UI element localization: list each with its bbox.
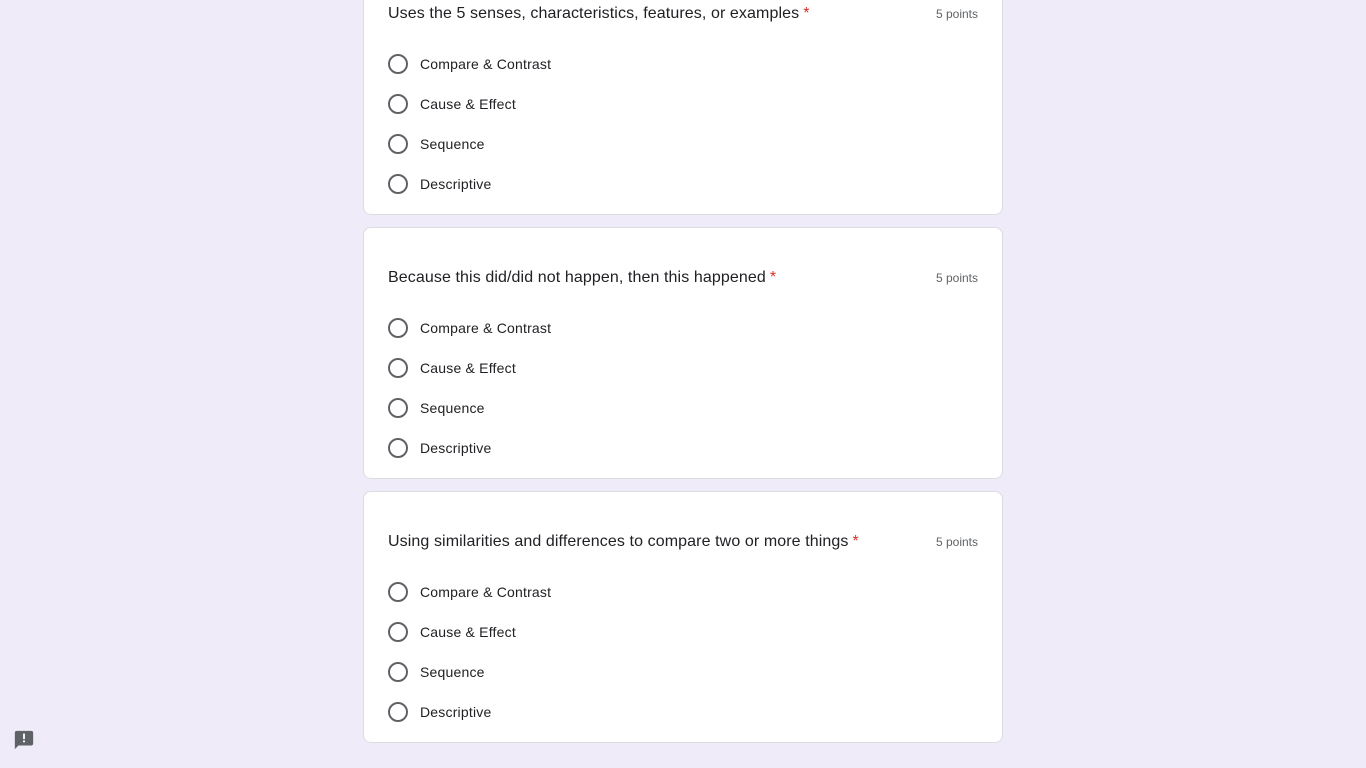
option-label: Sequence: [420, 400, 485, 416]
question-points: 5 points: [935, 271, 978, 285]
radio-button[interactable]: [388, 582, 408, 602]
form-column: [363, 0, 1003, 755]
radio-button[interactable]: [388, 702, 408, 722]
report-problem-button[interactable]: [12, 728, 36, 752]
radio-option-cause-effect[interactable]: [388, 348, 551, 388]
radio-group: [388, 572, 551, 732]
question-header: [388, 266, 978, 290]
option-label: Cause & Effect: [420, 624, 516, 640]
radio-option-compare-contrast[interactable]: [388, 44, 551, 84]
option-label: Descriptive: [420, 440, 492, 456]
required-asterisk: *: [769, 269, 777, 286]
option-label: Sequence: [420, 136, 485, 152]
question-card: [363, 227, 1003, 479]
radio-option-compare-contrast[interactable]: [388, 572, 551, 612]
radio-option-descriptive[interactable]: [388, 692, 551, 732]
option-label: Compare & Contrast: [420, 584, 552, 600]
question-header: [388, 2, 978, 26]
radio-option-sequence[interactable]: [388, 124, 551, 164]
required-asterisk: *: [852, 533, 859, 550]
report-problem-icon: [13, 729, 35, 751]
question-points: 5 points: [935, 7, 978, 21]
option-label: Compare & Contrast: [420, 320, 552, 336]
question-points: 5 points: [935, 535, 978, 549]
radio-button[interactable]: [388, 398, 408, 418]
radio-button[interactable]: [388, 358, 408, 378]
radio-option-cause-effect[interactable]: [388, 612, 551, 652]
radio-option-descriptive[interactable]: [388, 428, 551, 468]
option-label: Cause & Effect: [420, 96, 516, 112]
question-card: [363, 0, 1003, 215]
radio-button[interactable]: [388, 174, 408, 194]
radio-button[interactable]: [388, 622, 408, 642]
radio-button[interactable]: [388, 662, 408, 682]
question-title-text: Using similarities and differences to compare two or more things: [388, 533, 849, 550]
radio-option-cause-effect[interactable]: [388, 84, 551, 124]
question-title: [388, 266, 776, 290]
option-label: Descriptive: [420, 176, 492, 192]
option-label: Descriptive: [420, 704, 492, 720]
radio-option-sequence[interactable]: [388, 652, 551, 692]
radio-option-sequence[interactable]: [388, 388, 551, 428]
radio-group: [388, 44, 551, 204]
radio-button[interactable]: [388, 438, 408, 458]
required-asterisk: *: [803, 5, 810, 22]
radio-option-compare-contrast[interactable]: [388, 308, 551, 348]
question-title-text: Uses the 5 senses, characteristics, features, or examples: [388, 5, 800, 22]
radio-button[interactable]: [388, 318, 408, 338]
radio-button[interactable]: [388, 94, 408, 114]
radio-button[interactable]: [388, 134, 408, 154]
question-card: [363, 491, 1003, 743]
radio-button[interactable]: [388, 54, 408, 74]
option-label: Cause & Effect: [420, 360, 516, 376]
question-header: [388, 530, 978, 554]
radio-group: [388, 308, 551, 468]
option-label: Compare & Contrast: [420, 56, 552, 72]
question-title-text: Because this did/did not happen, then this happened: [388, 269, 766, 286]
option-label: Sequence: [420, 664, 485, 680]
question-title: [388, 2, 810, 26]
question-title: [388, 530, 859, 554]
radio-option-descriptive[interactable]: [388, 164, 551, 204]
